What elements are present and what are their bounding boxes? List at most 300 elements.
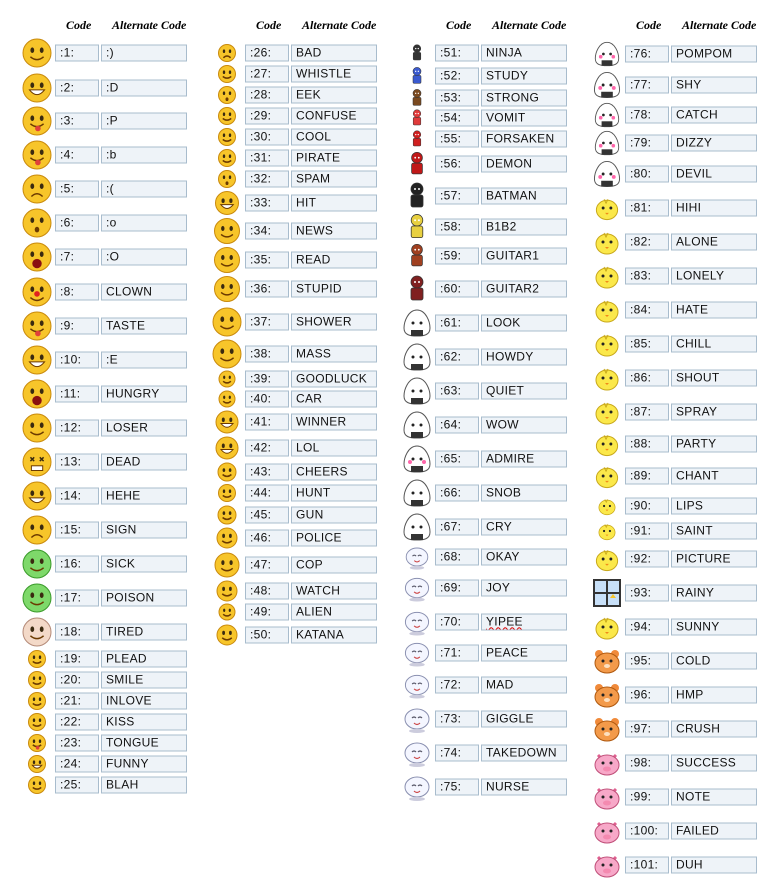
alternate-code-text: JOY bbox=[486, 580, 511, 595]
smiley-whistle-icon bbox=[210, 64, 244, 85]
code-field: :55: bbox=[435, 131, 479, 148]
alternate-code-field bbox=[671, 755, 757, 772]
code-field: :79: bbox=[625, 135, 669, 152]
alternate-code-text: CAR bbox=[296, 391, 323, 406]
emoticon-row bbox=[590, 396, 780, 429]
riceball-howdy-icon bbox=[400, 341, 434, 374]
code-field: :75: bbox=[435, 779, 479, 796]
chick-lonely-icon bbox=[590, 260, 624, 293]
alternate-code-text: CATCH bbox=[676, 107, 718, 122]
alternate-code-text: CRY bbox=[486, 519, 513, 534]
alternate-code-text: YIPEE bbox=[486, 614, 523, 629]
code-field: :68: bbox=[435, 549, 479, 566]
emoticon-row bbox=[590, 494, 780, 518]
emoticon-row bbox=[400, 272, 590, 307]
code-field: :13: bbox=[55, 454, 99, 471]
emoticon-row bbox=[20, 775, 210, 796]
alternate-code-text: SPAM bbox=[296, 171, 331, 186]
emoticon-row bbox=[400, 87, 590, 109]
alternate-code-text: PARTY bbox=[676, 436, 717, 451]
emoticon-row bbox=[20, 547, 210, 581]
alternate-code-text: :) bbox=[106, 45, 114, 60]
alternate-code-field bbox=[291, 66, 377, 83]
emoticon-row bbox=[210, 551, 400, 579]
code-header: Code bbox=[66, 18, 92, 32]
alternate-code-text: WOW bbox=[486, 417, 519, 432]
alternate-code-field bbox=[481, 677, 567, 694]
alternate-code-field bbox=[671, 404, 757, 421]
code-field: :7: bbox=[55, 249, 99, 266]
alternate-code-text: :o bbox=[106, 215, 117, 230]
smiley-shocked-icon bbox=[20, 240, 54, 274]
chick-hihi-icon bbox=[590, 193, 624, 224]
alternate-code-field bbox=[101, 284, 187, 301]
alternate-code-field bbox=[101, 488, 187, 505]
chick-chill-icon bbox=[590, 328, 624, 361]
smiley-kiss-icon bbox=[20, 712, 54, 733]
emoticon-row bbox=[20, 581, 210, 615]
alternate-code-text: EEK bbox=[296, 87, 321, 102]
alternate-code-text: SIGN bbox=[106, 522, 137, 537]
alternate-code-field bbox=[291, 195, 377, 212]
code-field: :54: bbox=[435, 110, 479, 127]
smiley-lol-icon bbox=[210, 435, 244, 461]
alternate-code-text: COP bbox=[296, 557, 323, 572]
code-field: :26: bbox=[245, 45, 289, 62]
ninja-icon bbox=[400, 43, 434, 64]
smiley-winner-icon bbox=[210, 409, 244, 435]
alternate-code-text: B1B2 bbox=[486, 219, 517, 234]
emoticon-row bbox=[400, 511, 590, 544]
column-3 bbox=[400, 0, 590, 892]
emoticon-row bbox=[210, 389, 400, 409]
alternate-code-field bbox=[101, 454, 187, 471]
study-icon bbox=[400, 65, 434, 87]
alternate-code-text: KISS bbox=[106, 714, 135, 729]
alternate-code-field bbox=[671, 619, 757, 636]
code-field: :64: bbox=[435, 417, 479, 434]
alternate-code-text: HIHI bbox=[676, 200, 702, 215]
emoticon-row bbox=[590, 461, 780, 492]
smiley-inlove-icon bbox=[20, 691, 54, 712]
alternate-code-text: BAD bbox=[296, 45, 322, 60]
code-field: :32: bbox=[245, 171, 289, 188]
alternate-code-field bbox=[291, 371, 377, 388]
alternate-code-field bbox=[101, 672, 187, 689]
alternate-code-text: LOSER bbox=[106, 420, 149, 435]
emoticon-row bbox=[210, 43, 400, 64]
smiley-tongue-icon bbox=[20, 104, 54, 138]
code-field: :31: bbox=[245, 150, 289, 167]
emoticon-row bbox=[590, 101, 780, 130]
smiley-eek-icon bbox=[210, 85, 244, 106]
smiley-hunt-icon bbox=[210, 483, 244, 504]
alternate-code-field bbox=[101, 80, 187, 97]
pompom-icon bbox=[590, 40, 624, 69]
chick-saint-icon bbox=[590, 519, 624, 543]
alternate-code-text: NURSE bbox=[486, 779, 530, 794]
smiley-funny-icon bbox=[20, 754, 54, 775]
emoticon-row bbox=[210, 526, 400, 550]
batman-icon bbox=[400, 180, 434, 213]
emoticon-row bbox=[20, 206, 210, 240]
alternate-code-field bbox=[671, 200, 757, 217]
alternate-code-text: SMILE bbox=[106, 672, 144, 687]
alternate-code-header: Alternate Code bbox=[492, 18, 567, 32]
code-field: :89: bbox=[625, 468, 669, 485]
emoticon-row bbox=[20, 712, 210, 733]
smiley-cheers-icon bbox=[210, 461, 244, 483]
alternate-code-field bbox=[671, 687, 757, 704]
emoticon-row bbox=[400, 771, 590, 804]
emoticon-row bbox=[400, 212, 590, 243]
alternate-code-text: WATCH bbox=[296, 583, 341, 598]
emoticon-row bbox=[20, 377, 210, 411]
alternate-code-field bbox=[671, 46, 757, 63]
code-field: :80: bbox=[625, 166, 669, 183]
code-field: :82: bbox=[625, 234, 669, 251]
column-1 bbox=[20, 0, 210, 892]
code-field: :61: bbox=[435, 315, 479, 332]
code-field: :76: bbox=[625, 46, 669, 63]
alternate-code-text: SHOUT bbox=[676, 370, 720, 385]
alternate-code-field bbox=[671, 302, 757, 319]
code-field: :21: bbox=[55, 693, 99, 710]
b1b2-icon bbox=[400, 212, 434, 243]
emoticon-row bbox=[210, 602, 400, 622]
alternate-code-field bbox=[101, 215, 187, 232]
alternate-code-field bbox=[481, 614, 567, 631]
smiley-cool-icon bbox=[210, 127, 244, 148]
emoticon-row bbox=[20, 649, 210, 670]
smiley-smile-icon bbox=[20, 36, 54, 70]
code-field: :86: bbox=[625, 370, 669, 387]
emoticon-row bbox=[590, 713, 780, 746]
emoticon-row bbox=[20, 754, 210, 775]
alternate-code-field bbox=[481, 281, 567, 298]
emoticon-row bbox=[20, 670, 210, 691]
alternate-code-text: SAINT bbox=[676, 523, 713, 538]
alternate-code-field bbox=[101, 45, 187, 62]
alternate-code-field bbox=[101, 113, 187, 130]
alternate-code-text: SHY bbox=[676, 77, 702, 92]
alternate-code-field bbox=[101, 522, 187, 539]
vomit-icon bbox=[400, 108, 434, 129]
emoticon-row bbox=[210, 483, 400, 504]
code-field: :22: bbox=[55, 714, 99, 731]
alternate-code-text: DEMON bbox=[486, 156, 533, 171]
alternate-code-text: :O bbox=[106, 249, 120, 264]
alternate-code-text: GOODLUCK bbox=[296, 371, 368, 386]
emoticon-row bbox=[590, 815, 780, 848]
emoticon-row bbox=[20, 615, 210, 649]
alternate-code-text: DUH bbox=[676, 857, 703, 872]
smiley-sign-icon bbox=[20, 513, 54, 547]
smiley-cop-icon bbox=[210, 551, 244, 579]
code-field: :23: bbox=[55, 735, 99, 752]
code-field: :94: bbox=[625, 619, 669, 636]
smiley-dead-icon bbox=[20, 445, 54, 479]
emoticon-row bbox=[590, 519, 780, 543]
alternate-code-text: ALONE bbox=[676, 234, 719, 249]
code-header: Code bbox=[446, 18, 472, 32]
emoticon-row bbox=[20, 733, 210, 754]
alternate-code-field bbox=[671, 268, 757, 285]
alternate-code-text: HEHE bbox=[106, 488, 141, 503]
alternate-code-text: BATMAN bbox=[486, 188, 537, 203]
alternate-code-text: INLOVE bbox=[106, 693, 152, 708]
alternate-code-text: :E bbox=[106, 352, 118, 367]
emoticon-row bbox=[400, 375, 590, 408]
alternate-code-field bbox=[291, 530, 377, 547]
emoticon-row bbox=[590, 159, 780, 190]
riceball-cry-icon bbox=[400, 511, 434, 544]
code-field: :87: bbox=[625, 404, 669, 421]
alternate-code-field bbox=[291, 485, 377, 502]
alternate-code-text: GIGGLE bbox=[486, 711, 534, 726]
code-field: :44: bbox=[245, 485, 289, 502]
ghost-peace-icon bbox=[400, 638, 434, 669]
code-field: :78: bbox=[625, 107, 669, 124]
smiley-spam-icon bbox=[210, 169, 244, 190]
emoticon-row bbox=[400, 409, 590, 442]
alternate-code-text: POISON bbox=[106, 590, 155, 605]
code-field: :27: bbox=[245, 66, 289, 83]
code-field: :17: bbox=[55, 590, 99, 607]
smiley-confuse-icon bbox=[210, 106, 244, 127]
pig-failed-icon bbox=[590, 815, 624, 848]
alternate-code-text: DEVIL bbox=[676, 166, 713, 181]
riceball-quiet-icon bbox=[400, 375, 434, 408]
alternate-code-field bbox=[291, 281, 377, 298]
code-field: :42: bbox=[245, 440, 289, 457]
code-field: :62: bbox=[435, 349, 479, 366]
alternate-code-field bbox=[671, 551, 757, 568]
column-2 bbox=[210, 0, 400, 892]
emoticon-row bbox=[400, 443, 590, 476]
alternate-code-text: STUDY bbox=[486, 68, 529, 83]
code-field: :66: bbox=[435, 485, 479, 502]
code-field: :69: bbox=[435, 580, 479, 597]
emoticon-row bbox=[20, 411, 210, 445]
code-field: :24: bbox=[55, 756, 99, 773]
code-field: :33: bbox=[245, 195, 289, 212]
alternate-code-text: SNOB bbox=[486, 485, 522, 500]
alternate-code-text: READ bbox=[296, 252, 331, 267]
pig-note-icon bbox=[590, 781, 624, 814]
smiley-read-icon bbox=[210, 246, 244, 275]
emoticon-row bbox=[590, 70, 780, 101]
alternate-code-text: FUNNY bbox=[106, 756, 149, 771]
smiley-car-icon bbox=[210, 389, 244, 409]
emoticon-row bbox=[590, 747, 780, 780]
emoticon-row bbox=[210, 64, 400, 85]
alternate-code-field bbox=[481, 519, 567, 536]
emoticon-row bbox=[20, 104, 210, 138]
alternate-code-field bbox=[481, 219, 567, 236]
code-field: :83: bbox=[625, 268, 669, 285]
code-field: :73: bbox=[435, 711, 479, 728]
alternate-code-text: HMP bbox=[676, 687, 704, 702]
alternate-code-field bbox=[101, 556, 187, 573]
code-field: :57: bbox=[435, 188, 479, 205]
emoticon-row bbox=[210, 275, 400, 304]
emoticon-row bbox=[590, 294, 780, 327]
code-field: :97: bbox=[625, 721, 669, 738]
chick-spray-icon bbox=[590, 396, 624, 429]
pig-success-icon bbox=[590, 747, 624, 780]
alternate-code-field bbox=[481, 549, 567, 566]
emoticon-row bbox=[400, 43, 590, 64]
emoticon-row bbox=[20, 513, 210, 547]
alternate-code-field bbox=[291, 507, 377, 524]
alternate-code-text: LIPS bbox=[676, 498, 704, 513]
alternate-code-field bbox=[671, 107, 757, 124]
smiley-shower-icon bbox=[210, 306, 244, 339]
emoticon-row bbox=[20, 479, 210, 513]
chick-lips-icon bbox=[590, 494, 624, 518]
alternate-code-text: HUNT bbox=[296, 485, 331, 500]
alternate-code-text: WHISTLE bbox=[296, 66, 352, 81]
alternate-code-field bbox=[291, 464, 377, 481]
alternate-code-text: LONELY bbox=[676, 268, 725, 283]
code-field: :3: bbox=[55, 113, 99, 130]
code-field: :45: bbox=[245, 507, 289, 524]
code-field: :36: bbox=[245, 281, 289, 298]
alternate-code-text: TONGUE bbox=[106, 735, 159, 750]
alternate-code-field bbox=[291, 604, 377, 621]
code-field: :51: bbox=[435, 45, 479, 62]
alternate-code-field bbox=[101, 714, 187, 731]
emoticon-row bbox=[210, 127, 400, 148]
emoticon-row bbox=[210, 148, 400, 169]
chick-hate-icon bbox=[590, 294, 624, 327]
alternate-code-field bbox=[671, 436, 757, 453]
alternate-code-text: PLEAD bbox=[106, 651, 147, 666]
emoticon-row bbox=[590, 129, 780, 158]
riceball-admire-icon bbox=[400, 443, 434, 476]
emoticon-row bbox=[400, 180, 590, 213]
alternate-code-field bbox=[481, 417, 567, 434]
bear-cold-icon bbox=[590, 645, 624, 678]
alternate-code-text: PEACE bbox=[486, 645, 529, 660]
alternate-code-header: Alternate Code bbox=[682, 18, 757, 32]
bear-crush-icon bbox=[590, 713, 624, 746]
alternate-code-text: HATE bbox=[676, 302, 709, 317]
emoticon-row bbox=[20, 36, 210, 70]
emoticon-row bbox=[590, 193, 780, 224]
strong-icon bbox=[400, 87, 434, 109]
riceball-wow-icon bbox=[400, 409, 434, 442]
alternate-code-text: :b bbox=[106, 147, 117, 162]
smiley-pirate-icon bbox=[210, 148, 244, 169]
code-field: :99: bbox=[625, 789, 669, 806]
code-field: :74: bbox=[435, 745, 479, 762]
alternate-code-text: MASS bbox=[296, 346, 332, 361]
emoticon-row bbox=[400, 573, 590, 604]
emoticon-row bbox=[590, 260, 780, 293]
alternate-code-field bbox=[671, 135, 757, 152]
smiley-stupid-icon bbox=[210, 275, 244, 304]
code-field: :88: bbox=[625, 436, 669, 453]
smiley-tired-icon bbox=[20, 615, 54, 649]
emoticon-row bbox=[20, 343, 210, 377]
emoticon-row bbox=[400, 543, 590, 572]
alternate-code-field bbox=[291, 87, 377, 104]
alternate-code-text: ADMIRE bbox=[486, 451, 535, 466]
emoticon-row bbox=[210, 85, 400, 106]
alternate-code-field bbox=[671, 370, 757, 387]
chick-sunny-icon bbox=[590, 611, 624, 644]
code-field: :72: bbox=[435, 677, 479, 694]
alternate-code-field bbox=[671, 721, 757, 738]
alternate-code-text: FAILED bbox=[676, 823, 720, 838]
code-field: :98: bbox=[625, 755, 669, 772]
code-field: :46: bbox=[245, 530, 289, 547]
riceball-snob-icon bbox=[400, 477, 434, 510]
alternate-code-field bbox=[481, 156, 567, 173]
smiley-gun-icon bbox=[210, 504, 244, 526]
smiley-bad-icon bbox=[210, 43, 244, 64]
emoticon-row bbox=[20, 172, 210, 206]
smiley-surprised-icon bbox=[20, 206, 54, 240]
code-field: :38: bbox=[245, 346, 289, 363]
alternate-code-text: CHILL bbox=[676, 336, 712, 351]
devil-icon bbox=[590, 159, 624, 190]
alternate-code-header: Alternate Code bbox=[302, 18, 377, 32]
smiley-hungry-icon bbox=[20, 377, 54, 411]
alternate-code-field bbox=[481, 779, 567, 796]
code-field: :16: bbox=[55, 556, 99, 573]
code-field: :77: bbox=[625, 77, 669, 94]
emoticon-row bbox=[20, 445, 210, 479]
alternate-code-text: DIZZY bbox=[676, 135, 713, 150]
smiley-news-icon bbox=[210, 217, 244, 246]
smiley-loser-icon bbox=[20, 411, 54, 445]
code-field: :25: bbox=[55, 777, 99, 794]
alternate-code-field bbox=[481, 188, 567, 205]
emoticon-row bbox=[590, 849, 780, 882]
alternate-code-field bbox=[481, 645, 567, 662]
smiley-sick-icon bbox=[20, 547, 54, 581]
ghost-joy-icon bbox=[400, 573, 434, 604]
code-field: :35: bbox=[245, 252, 289, 269]
emoticon-row bbox=[210, 190, 400, 217]
emoticon-row bbox=[590, 577, 780, 610]
code-field: :29: bbox=[245, 108, 289, 125]
alternate-code-text: MAD bbox=[486, 677, 514, 692]
alternate-code-field bbox=[671, 468, 757, 485]
code-field: :12: bbox=[55, 420, 99, 437]
alternate-code-field bbox=[671, 857, 757, 874]
alternate-code-field bbox=[101, 147, 187, 164]
code-field: :100: bbox=[625, 823, 669, 840]
code-field: :11: bbox=[55, 386, 99, 403]
code-field: :39: bbox=[245, 371, 289, 388]
chick-shout-icon bbox=[590, 362, 624, 395]
alternate-code-field bbox=[101, 693, 187, 710]
alternate-code-text: CONFUSE bbox=[296, 108, 357, 123]
guitar1-icon bbox=[400, 242, 434, 271]
alternate-code-field bbox=[291, 414, 377, 431]
emoticon-row bbox=[590, 544, 780, 575]
alternate-code-field bbox=[481, 745, 567, 762]
chick-chant-icon bbox=[590, 461, 624, 492]
emoticon-row bbox=[590, 781, 780, 814]
emoticon-row bbox=[20, 309, 210, 343]
alternate-code-text: BLAH bbox=[106, 777, 139, 792]
code-field: :5: bbox=[55, 181, 99, 198]
